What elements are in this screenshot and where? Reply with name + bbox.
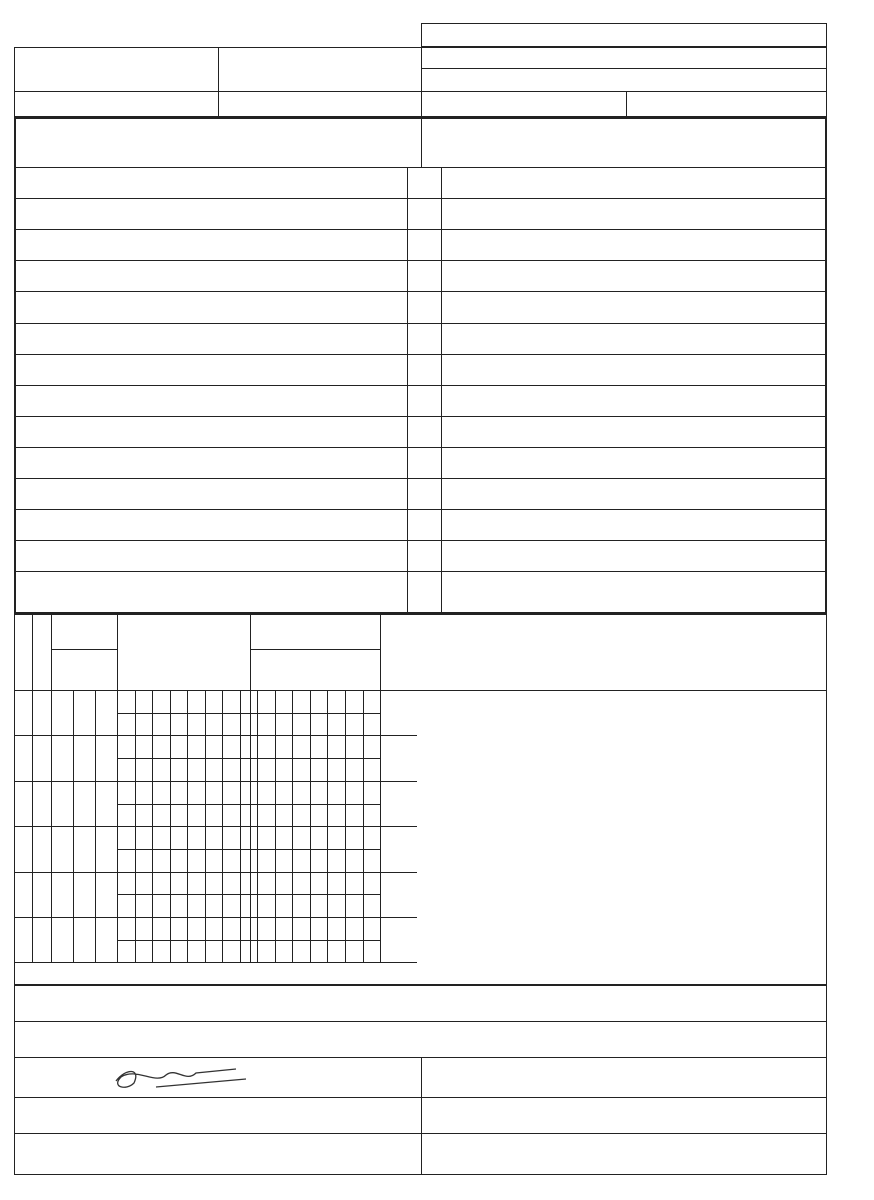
info-box: [421, 23, 827, 47]
home-signature: [96, 1063, 256, 1093]
grid-frame: [14, 614, 827, 985]
